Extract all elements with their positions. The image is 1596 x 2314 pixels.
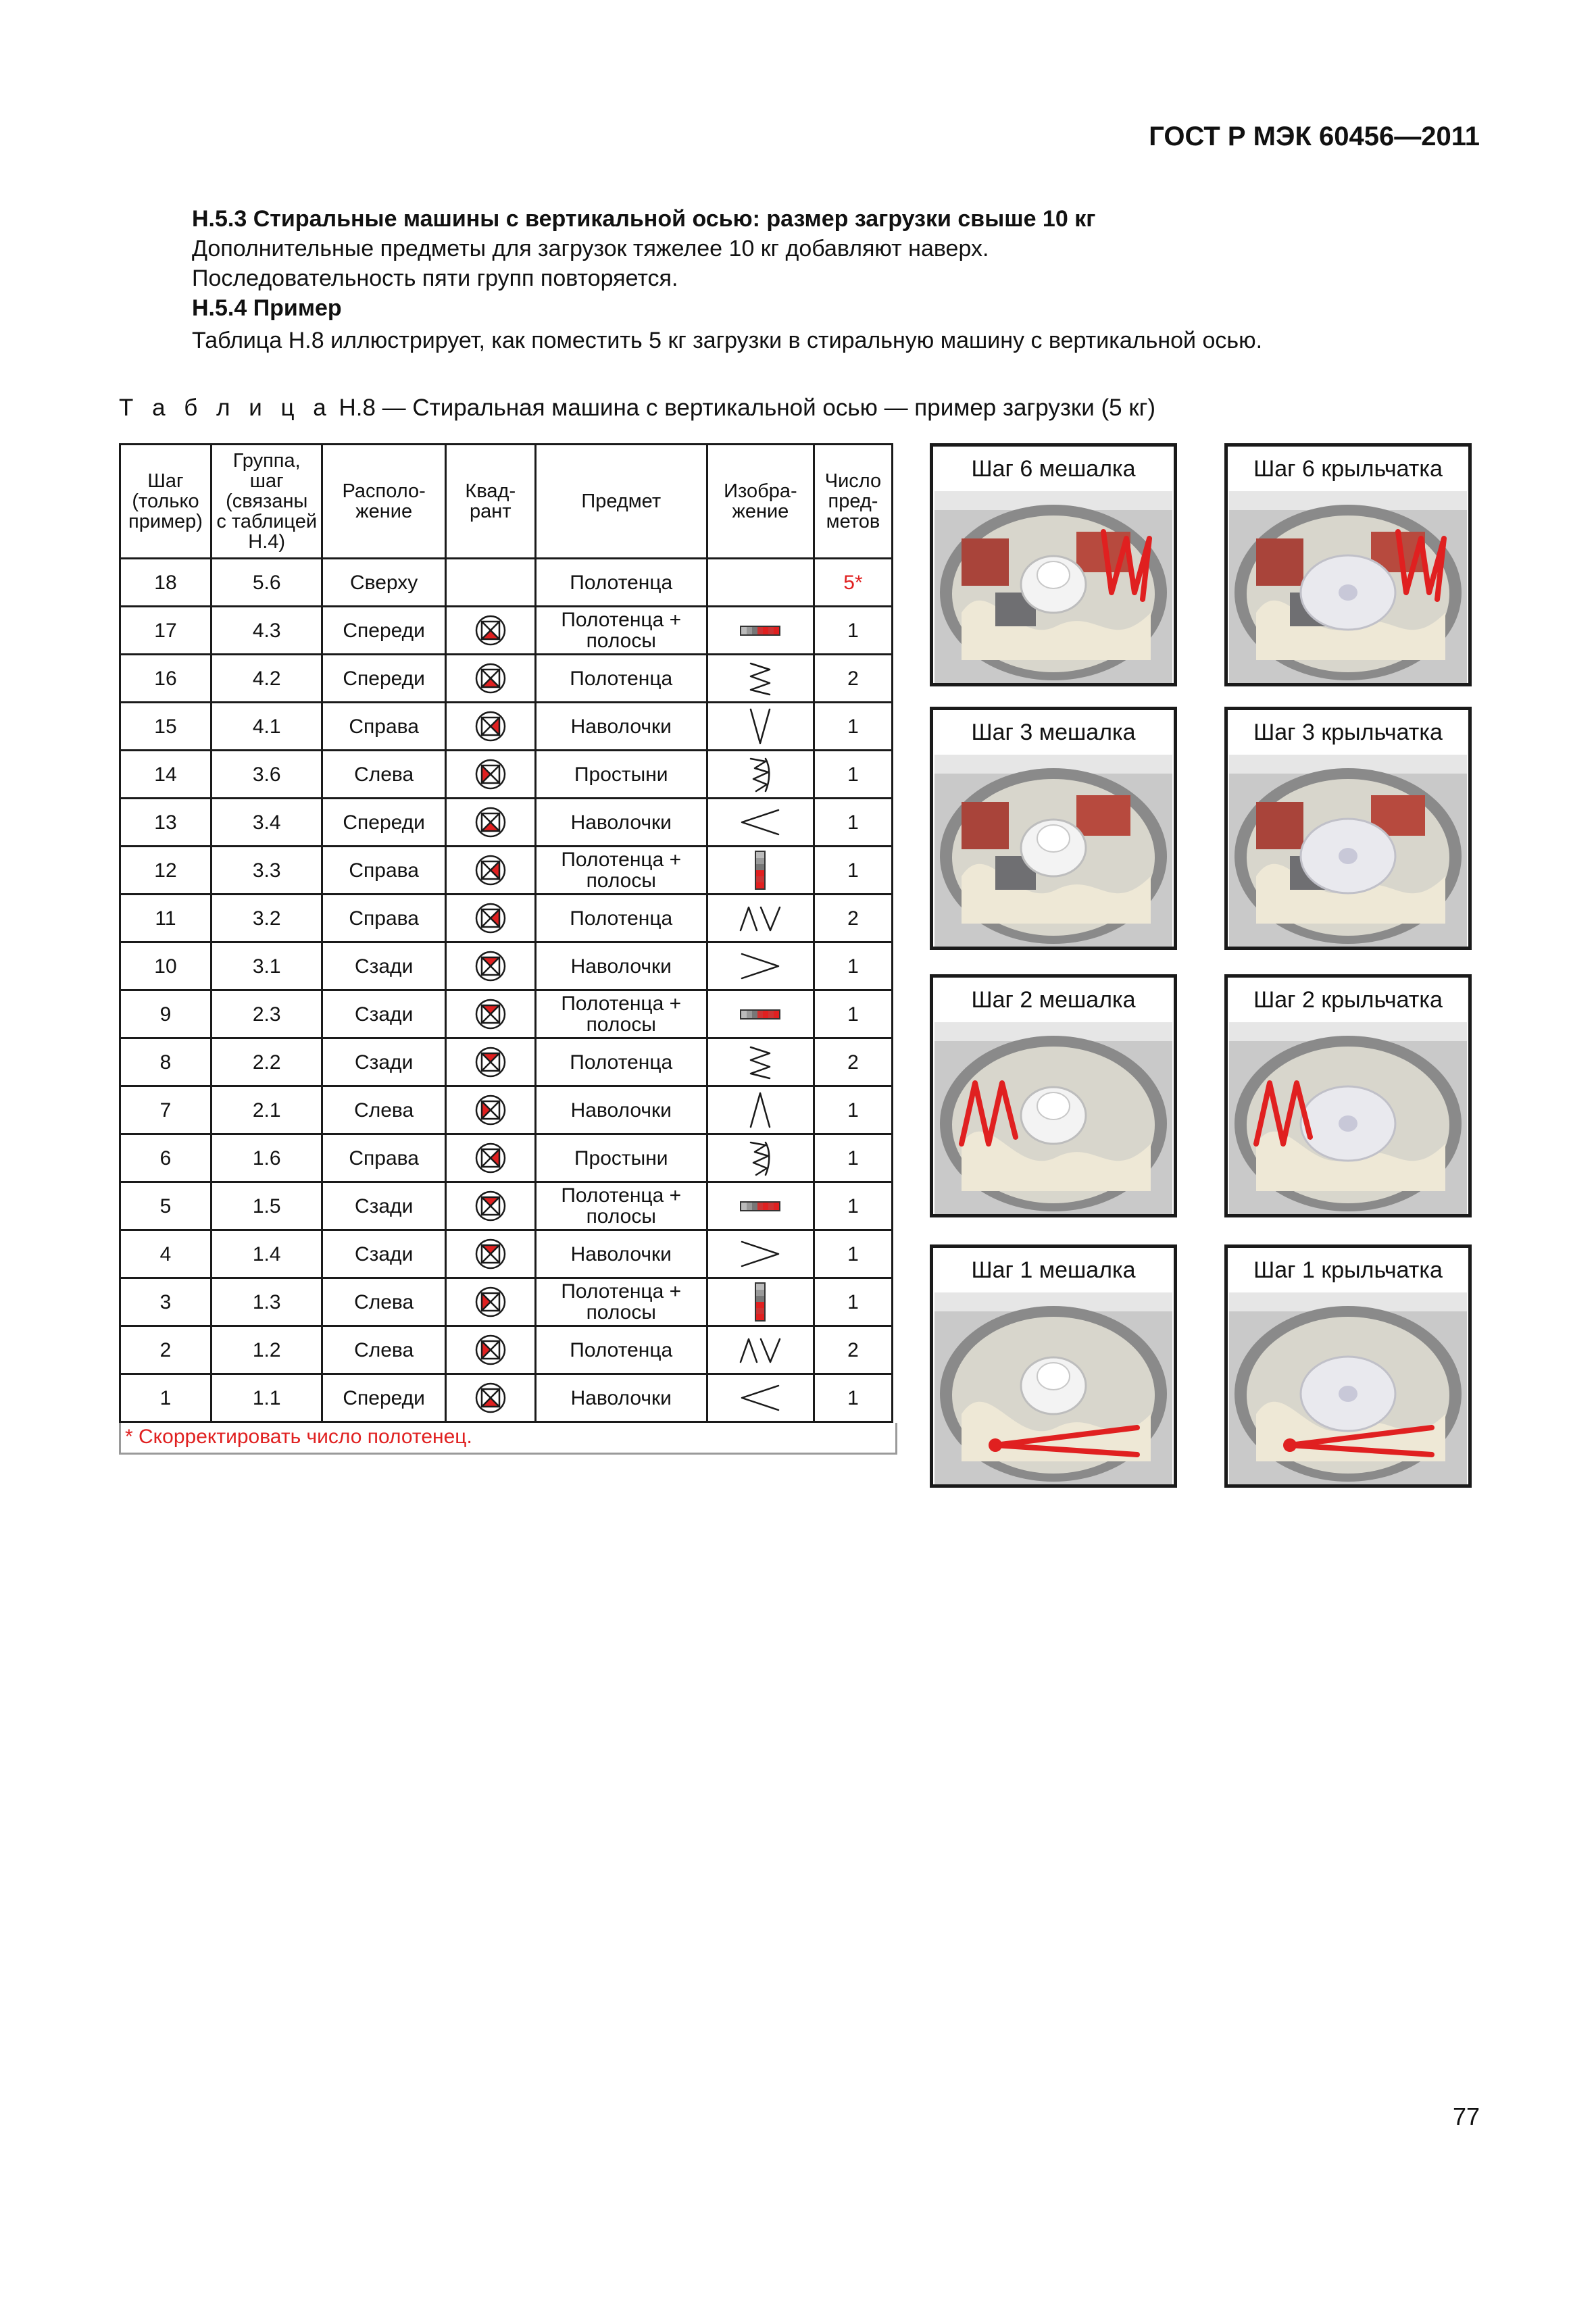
placement-v-icon (708, 707, 813, 746)
cell-image (707, 1278, 814, 1326)
cell-item (535, 703, 707, 751)
cell-item (535, 655, 707, 703)
quadrant-right-icon (447, 902, 534, 934)
cell-group: 2.1 (211, 1086, 322, 1134)
cell-item (535, 942, 707, 990)
cell-group: 4.1 (211, 703, 322, 751)
item-text: Полотенца + (561, 609, 682, 631)
cell-count: 1 (814, 703, 892, 751)
placement-lt-icon (708, 806, 813, 838)
section-h53-text-2: Последовательность пяти групп повторяется. (192, 266, 678, 291)
placement-strip-h-icon (708, 1197, 813, 1215)
quadrant-front-icon (447, 662, 534, 695)
table-header-row (120, 445, 893, 559)
cell-count: 2 (814, 655, 892, 703)
cell-count: 1 (814, 607, 892, 655)
header-line: Число (824, 470, 882, 492)
cell-item (535, 1134, 707, 1182)
cell-step: 9 (120, 990, 211, 1038)
cell-step: 18 (120, 559, 211, 607)
cell-count: 1 (814, 990, 892, 1038)
cell-item (535, 895, 707, 942)
item-text: Полотенца + (561, 992, 682, 1015)
header-line: Предмет (581, 491, 662, 512)
cell-count: 1 (814, 1278, 892, 1326)
cell-quadrant (445, 703, 535, 751)
header-item (535, 445, 707, 559)
quadrant-left-icon (447, 1334, 534, 1366)
cell-count: 1 (814, 1182, 892, 1230)
cell-location: Спереди (322, 607, 445, 655)
item-text: полосы (586, 1301, 656, 1324)
cell-location: Слева (322, 1326, 445, 1374)
cell-image (707, 1374, 814, 1422)
table-body (120, 559, 893, 1422)
header-line: Шаг (147, 470, 184, 492)
photo-impeller-6 (1224, 974, 1472, 1217)
cell-location: Справа (322, 895, 445, 942)
table-row (120, 1230, 893, 1278)
cell-quadrant (445, 895, 535, 942)
item-text: Наволочки (570, 1099, 672, 1122)
quadrant-left-icon (447, 1286, 534, 1318)
cell-count: 1 (814, 799, 892, 847)
cell-count: 1 (814, 751, 892, 799)
quadrant-front-icon (447, 1382, 534, 1414)
cell-image (707, 751, 814, 799)
item-text: Простыни (574, 1147, 668, 1169)
header-line: шаг (249, 470, 284, 492)
item-text: Полотенца (570, 1051, 673, 1074)
cell-quadrant (445, 1086, 535, 1134)
photo-title: Шаг 6 мешалка (971, 456, 1136, 482)
header-line: жение (355, 501, 413, 522)
item-text: полосы (586, 1205, 656, 1228)
table-row (120, 655, 893, 703)
cell-location: Сзади (322, 1182, 445, 1230)
item-text: полосы (586, 1013, 656, 1036)
cell-item (535, 1038, 707, 1086)
header-quadrant (445, 445, 535, 559)
quadrant-front-icon (447, 806, 534, 838)
photo-agitator-1 (930, 443, 1177, 686)
cell-item (535, 1086, 707, 1134)
placement-lt-icon (708, 1382, 813, 1414)
photo-title: Шаг 1 мешалка (971, 1257, 1136, 1283)
cell-quadrant (445, 559, 535, 607)
section-h53-text-1: Дополнительные предметы для загрузок тяжелее 10 кг добавляют наверх. (192, 236, 989, 261)
item-text: Наволочки (570, 811, 672, 834)
table-row (120, 1086, 893, 1134)
cell-image (707, 1326, 814, 1374)
cell-group: 3.1 (211, 942, 322, 990)
cell-count: 2 (814, 895, 892, 942)
cell-quadrant (445, 751, 535, 799)
cell-item (535, 1326, 707, 1374)
cell-group: 3.2 (211, 895, 322, 942)
table-row (120, 1134, 893, 1182)
item-text: Наволочки (570, 715, 672, 738)
header-line: Группа, (232, 450, 301, 472)
header-line: Располо- (342, 480, 426, 502)
placement-wv-icon (708, 1334, 813, 1366)
cell-quadrant (445, 1374, 535, 1422)
cell-step: 17 (120, 607, 211, 655)
cell-count: 2 (814, 1326, 892, 1374)
cell-step: 7 (120, 1086, 211, 1134)
item-text: Полотенца (570, 1338, 673, 1361)
cell-location: Сверху (322, 559, 445, 607)
cell-quadrant (445, 1278, 535, 1326)
table-row (120, 703, 893, 751)
item-text: Простыни (574, 763, 668, 786)
cell-item (535, 847, 707, 895)
cell-quadrant (445, 1182, 535, 1230)
section-h54-title: Н.5.4 Пример (192, 295, 342, 321)
cell-image (707, 1230, 814, 1278)
cell-image (707, 607, 814, 655)
cell-step: 11 (120, 895, 211, 942)
photo-title: Шаг 3 мешалка (971, 720, 1136, 745)
cell-image (707, 895, 814, 942)
placement-sheet-icon (708, 755, 813, 794)
cell-group: 2.2 (211, 1038, 322, 1086)
placement-gt-icon (708, 950, 813, 982)
cell-group: 5.6 (211, 559, 322, 607)
header-step (120, 445, 211, 559)
quadrant-front-icon (447, 614, 534, 647)
placement-lambda-icon (708, 1090, 813, 1130)
photo-title: Шаг 1 крыльчатка (1253, 1257, 1443, 1283)
cell-step: 4 (120, 1230, 211, 1278)
header-image (707, 445, 814, 559)
section-h53-title: Н.5.3 Стиральные машины с вертикальной осью: размер загрузки свыше 10 кг (192, 206, 1096, 232)
table-row (120, 1374, 893, 1422)
table-row (120, 559, 893, 607)
quadrant-back-icon (447, 950, 534, 982)
item-text: полосы (586, 630, 656, 652)
cell-image (707, 1038, 814, 1086)
cell-item (535, 1182, 707, 1230)
cell-count: 1 (814, 942, 892, 990)
placement-sheet-icon (708, 1138, 813, 1178)
placement-strip-h-icon (708, 622, 813, 640)
cell-location: Слева (322, 1278, 445, 1326)
quadrant-left-icon (447, 1094, 534, 1126)
photo-title: Шаг 2 крыльчатка (1253, 987, 1443, 1013)
table-row (120, 799, 893, 847)
item-text: Полотенца (570, 907, 673, 930)
item-text: Полотенца + (561, 1280, 682, 1303)
placement-zigzag-v-icon (708, 659, 813, 697)
cell-group: 1.4 (211, 1230, 322, 1278)
cell-item (535, 1278, 707, 1326)
photo-impeller-2 (1224, 443, 1472, 686)
placement-strip-h-icon (708, 1005, 813, 1024)
cell-item (535, 559, 707, 607)
cell-group: 3.4 (211, 799, 322, 847)
cell-count: 1 (814, 1086, 892, 1134)
cell-step: 13 (120, 799, 211, 847)
cell-quadrant (445, 1038, 535, 1086)
header-location (322, 445, 445, 559)
cell-location: Сзади (322, 990, 445, 1038)
placement-zigzag-v-icon (708, 1043, 813, 1081)
quadrant-right-icon (447, 1142, 534, 1174)
photo-title: Шаг 6 крыльчатка (1253, 456, 1443, 482)
header-line: Квад- (465, 480, 516, 502)
header-line: метов (826, 511, 880, 532)
cell-group: 1.2 (211, 1326, 322, 1374)
cell-step: 5 (120, 1182, 211, 1230)
cell-image (707, 1182, 814, 1230)
placement-strip-v-icon (708, 850, 813, 890)
cell-count: 2 (814, 1038, 892, 1086)
cell-group: 4.3 (211, 607, 322, 655)
cell-group: 1.6 (211, 1134, 322, 1182)
cell-quadrant (445, 942, 535, 990)
cell-count: 1 (814, 1230, 892, 1278)
cell-count: 1 (814, 847, 892, 895)
photo-impeller-8 (1224, 1244, 1472, 1488)
cell-count: 5* (814, 559, 892, 607)
cell-group: 1.1 (211, 1374, 322, 1422)
quadrant-right-icon (447, 710, 534, 743)
cell-step: 6 (120, 1134, 211, 1182)
cell-item (535, 1374, 707, 1422)
placement-gt-icon (708, 1238, 813, 1270)
cell-group: 2.3 (211, 990, 322, 1038)
table-row (120, 607, 893, 655)
item-text: полосы (586, 870, 656, 892)
cell-location: Слева (322, 751, 445, 799)
cell-quadrant (445, 607, 535, 655)
cell-image (707, 703, 814, 751)
loading-table (119, 443, 896, 1507)
cell-location: Слева (322, 1086, 445, 1134)
cell-group: 3.3 (211, 847, 322, 895)
cell-item (535, 607, 707, 655)
cell-image (707, 1086, 814, 1134)
page-number: 77 (1452, 2103, 1480, 2130)
photo-impeller-4 (1224, 707, 1472, 950)
quadrant-left-icon (447, 758, 534, 790)
loading-table-grid (119, 443, 893, 1423)
cell-quadrant (445, 655, 535, 703)
item-text: Полотенца (570, 667, 673, 690)
document-code: ГОСТ Р МЭК 60456—2011 (1149, 122, 1480, 151)
header-line: Н.4) (248, 531, 286, 553)
quadrant-back-icon (447, 1046, 534, 1078)
table-row (120, 990, 893, 1038)
cell-image (707, 847, 814, 895)
table-row (120, 942, 893, 990)
cell-quadrant (445, 847, 535, 895)
cell-step: 16 (120, 655, 211, 703)
header-count (814, 445, 892, 559)
cell-group: 1.3 (211, 1278, 322, 1326)
table-caption-text: Н.8 — Стиральная машина с вертикальной осью — пример загрузки (5 кг) (339, 395, 1156, 421)
header-line: жение (732, 501, 789, 522)
table-row (120, 847, 893, 895)
table-row (120, 1038, 893, 1086)
quadrant-back-icon (447, 1238, 534, 1270)
cell-item (535, 751, 707, 799)
cell-image (707, 1134, 814, 1182)
quadrant-right-icon (447, 854, 534, 886)
quadrant-back-icon (447, 998, 534, 1030)
placement-strip-v-icon (708, 1282, 813, 1322)
cell-step: 14 (120, 751, 211, 799)
cell-step: 3 (120, 1278, 211, 1326)
cell-location: Справа (322, 1134, 445, 1182)
header-line: пред- (828, 491, 878, 512)
header-line: (связаны (226, 491, 308, 512)
table-row (120, 1182, 893, 1230)
item-text: Полотенца + (561, 849, 682, 871)
header-line: пример) (128, 511, 203, 532)
cell-item (535, 1230, 707, 1278)
header-group (211, 445, 322, 559)
cell-location: Сзади (322, 1230, 445, 1278)
table-caption (119, 395, 1155, 422)
photo-agitator-7 (930, 1244, 1177, 1488)
cell-location: Справа (322, 847, 445, 895)
header-line: (только (132, 491, 199, 512)
cell-location: Спереди (322, 655, 445, 703)
table-footnote: * Скорректировать число полотенец. (119, 1423, 897, 1455)
cell-step: 1 (120, 1374, 211, 1422)
table-row (120, 1326, 893, 1374)
table-row (120, 1278, 893, 1326)
photo-title: Шаг 3 крыльчатка (1253, 720, 1443, 745)
cell-group: 4.2 (211, 655, 322, 703)
photo-agitator-3 (930, 707, 1177, 950)
cell-location: Справа (322, 703, 445, 751)
cell-image (707, 559, 814, 607)
cell-quadrant (445, 990, 535, 1038)
item-text: Полотенца (570, 571, 673, 594)
cell-step: 12 (120, 847, 211, 895)
table-row (120, 895, 893, 942)
cell-step: 15 (120, 703, 211, 751)
placement-wv-icon (708, 902, 813, 934)
cell-step: 8 (120, 1038, 211, 1086)
cell-image (707, 942, 814, 990)
table-caption-prefix: Т а б л и ц а (119, 395, 332, 421)
header-line: рант (469, 501, 512, 522)
cell-quadrant (445, 1326, 535, 1374)
cell-location: Сзади (322, 942, 445, 990)
cell-count: 1 (814, 1134, 892, 1182)
cell-location: Спереди (322, 799, 445, 847)
cell-step: 10 (120, 942, 211, 990)
cell-item (535, 799, 707, 847)
cell-image (707, 655, 814, 703)
cell-count: 1 (814, 1374, 892, 1422)
photo-title: Шаг 2 мешалка (971, 987, 1136, 1013)
quadrant-back-icon (447, 1190, 534, 1222)
cell-quadrant (445, 799, 535, 847)
table-row (120, 751, 893, 799)
cell-group: 1.5 (211, 1182, 322, 1230)
cell-quadrant (445, 1134, 535, 1182)
item-text: Наволочки (570, 955, 672, 978)
cell-location: Сзади (322, 1038, 445, 1086)
header-line: с таблицей (216, 511, 318, 532)
section-h54-text: Таблица Н.8 иллюстрирует, как поместить 5 кг загрузки в стиральную машину с вертикальной осью. (192, 328, 1263, 353)
header-line: Изобра- (724, 480, 797, 502)
cell-step: 2 (120, 1326, 211, 1374)
cell-image (707, 990, 814, 1038)
cell-group: 3.6 (211, 751, 322, 799)
cell-item (535, 990, 707, 1038)
item-text: Наволочки (570, 1386, 672, 1409)
cell-location: Спереди (322, 1374, 445, 1422)
item-text: Полотенца + (561, 1184, 682, 1207)
item-text: Наволочки (570, 1242, 672, 1265)
cell-quadrant (445, 1230, 535, 1278)
cell-image (707, 799, 814, 847)
photo-agitator-5 (930, 974, 1177, 1217)
